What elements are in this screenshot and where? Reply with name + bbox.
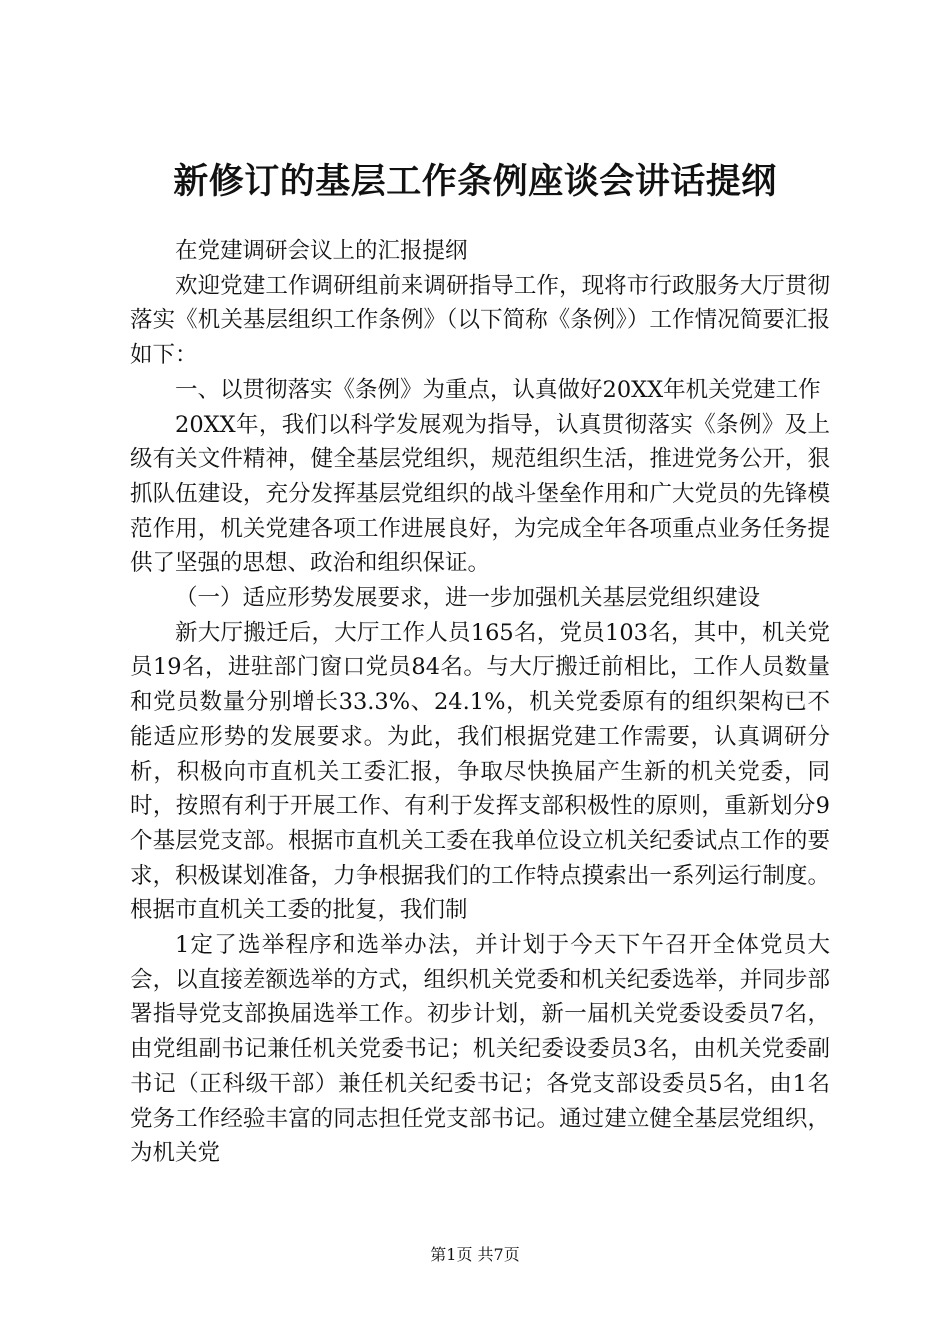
paragraph-election: 1定了选举程序和选举办法，并计划于今天下午召开全体党员大会，以直接差额选举的方式，组织机关党委和机关纪委选举，并同步部署指导党支部换届选举工作。初步计划，新一届机关党委设委员7名，由党组副书记兼任机关党委书记；机关纪委设委员3名，由机关党委副书记（正科级干部）兼任机关纪委书记；各党支部设委员5名，由1名党务工作经验丰富的同志担任党支部书记。通过建立健全基层党组织，为机关党 [130, 932, 830, 1167]
section-heading-1: 一、以贯彻落实《条例》为重点，认真做好20XX年机关党建工作 [175, 376, 821, 403]
subsection-heading-1: （一）适应形势发展要求，进一步加强机关基层党组织建设 [175, 585, 761, 612]
document-title: 新修订的基层工作条例座谈会讲话提纲 [173, 162, 777, 202]
paragraph-organization: 新大厅搬迁后，大厅工作人员165名，党员103名，其中，机关党员19名，进驻部门窗口党员84名。与大厅搬迁前相比，工作人员数量和党员数量分别增长33.3%、24.1%，机关党委原有的组织架构已不能适应形势的发展要求。为此，我们根据党建工作需要，认真调研分析，积极向市直机关工委汇报，争取尽快换届产生新的机关党委，同时，按照有利于开展工作、有利于发挥支部积极性的原则，重新划分9个基层党支部。根据市直机关工委在我单位设立机关纪委试点工作的要求，积极谋划准备，力争根据我们的工作特点摸索出一系列运行制度。根据市直机关工委的批复，我们制 [130, 619, 830, 924]
paragraph-summary: 20XX年，我们以科学发展观为指导，认真贯彻落实《条例》及上级有关文件精神，健全基层党组织，规范组织生活，推进党务公开，狠抓队伍建设，充分发挥基层党组织的战斗堡垒作用和广大党员的先锋模范作用，机关党建各项工作进展良好，为完成全年各项重点业务任务提供了坚强的思想、政治和组织保证。 [130, 411, 830, 577]
paragraph-subtitle: 在党建调研会议上的汇报提纲 [175, 238, 468, 264]
page-footer: 第1页 共7页 [430, 1245, 520, 1264]
paragraph-intro: 欢迎党建工作调研组前来调研指导工作，现将市行政服务大厅贯彻落实《机关基层组织工作条例》（以下简称《条例》）工作情况简要汇报如下： [130, 272, 830, 369]
document-body [130, 234, 830, 1171]
